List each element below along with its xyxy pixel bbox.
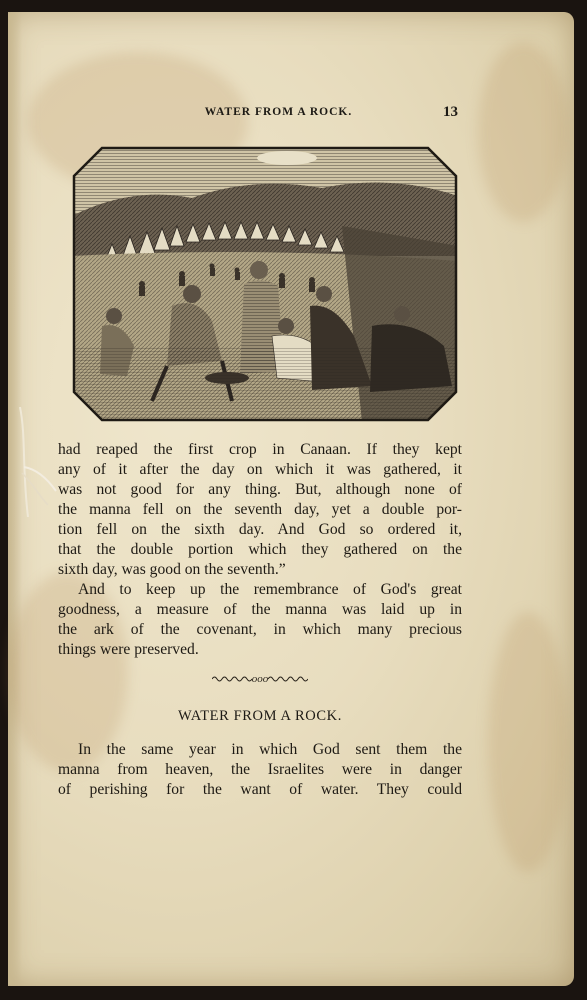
text-line: of perishing for the want of water. They could <box>58 781 462 798</box>
section-divider-ornament <box>180 673 340 685</box>
paper-stain <box>488 612 568 872</box>
text-line: tion fell on the sixth day. And God so ordered it, <box>58 521 462 538</box>
binding-thread-icon <box>18 407 58 517</box>
text-line: the manna fell on the seventh day, yet a double por- <box>58 501 462 518</box>
page-number: 13 <box>443 104 458 120</box>
text-line: the ark of the covenant, in which many precious <box>58 621 462 638</box>
wavy-rule-icon <box>212 675 252 683</box>
engraving-gathering-manna-icon <box>72 146 458 422</box>
text-line: sixth day, was good on the seventh.” <box>58 561 286 578</box>
running-head: WATER FROM A ROCK. <box>204 106 353 118</box>
text-line: In the same year in which God sent them the <box>78 741 462 758</box>
paragraph-3 <box>58 740 462 800</box>
ornament-text: ooo <box>251 673 269 685</box>
text-line: any of it after the day on which it was gathered, it <box>58 461 462 478</box>
wavy-rule-icon <box>268 675 308 683</box>
text-line: goodness, a measure of the manna was laid up in <box>58 601 462 618</box>
paragraph-2 <box>58 580 462 660</box>
text-line: was not good for any thing. But, although none of <box>58 481 462 498</box>
text-line: had reaped the first crop in Canaan. If they kept <box>58 441 462 458</box>
text-line: that the double portion which they gathered on the <box>58 541 462 558</box>
text-line: things were preserved. <box>58 641 199 658</box>
text-line: And to keep up the remembrance of God's great <box>78 581 462 598</box>
text-line: manna from heaven, the Israelites were in danger <box>58 761 462 778</box>
paragraph-1 <box>58 440 462 580</box>
paper-stain <box>478 42 568 222</box>
section-title: WATER FROM A ROCK. <box>178 708 342 724</box>
